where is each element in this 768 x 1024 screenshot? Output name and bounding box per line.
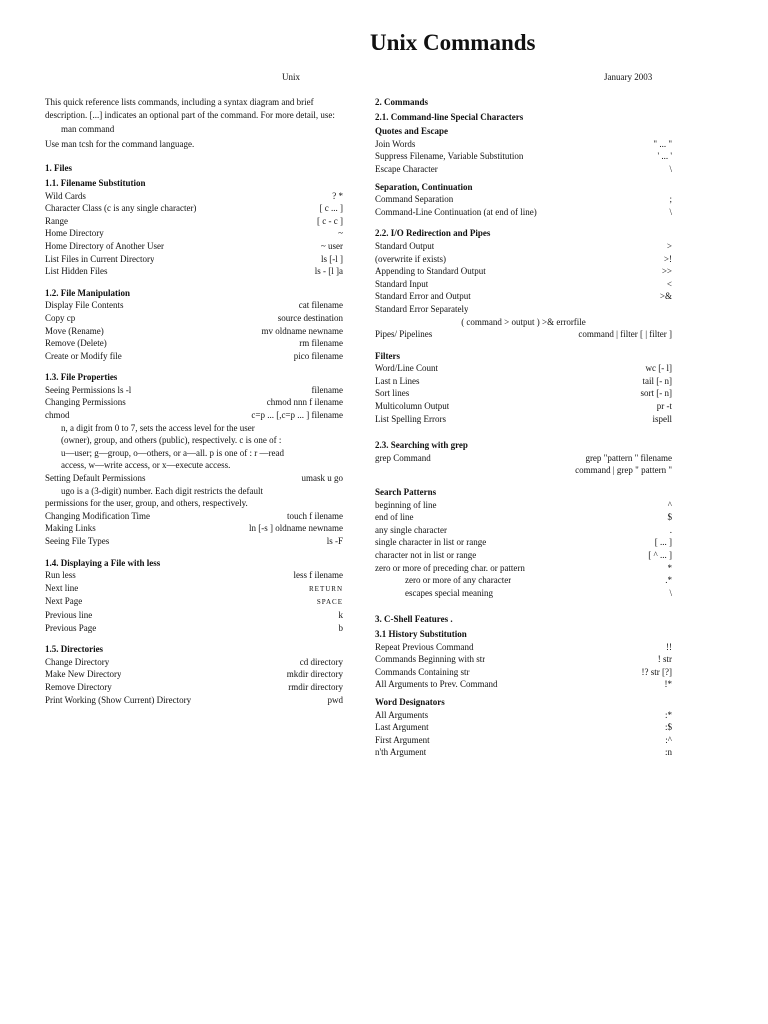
item-label: Remove (Delete) — [45, 338, 107, 349]
item-label: any single character — [375, 524, 447, 535]
stderr-syntax: ( command > output ) >& errorfile — [461, 316, 586, 327]
list-item — [375, 193, 672, 206]
list-item — [45, 299, 343, 312]
item-label: Setting Default Permissions — [45, 473, 146, 484]
list-item — [375, 562, 672, 575]
header-date: January 2003 — [604, 72, 653, 82]
item-syntax: tail [- n] — [642, 375, 672, 386]
list-item — [375, 678, 672, 691]
quotes-list — [375, 138, 672, 176]
io-list — [375, 240, 672, 316]
section-commands: 2. Commands — [375, 97, 429, 107]
item-label: Seeing File Types — [45, 536, 110, 546]
subsection-search-patterns: Search Patterns — [375, 487, 437, 498]
directories-list — [45, 656, 343, 706]
list-item — [375, 511, 672, 524]
list-item — [45, 668, 343, 681]
list-item — [45, 609, 343, 622]
item-label: grep Command — [375, 452, 431, 463]
list-item — [45, 409, 343, 422]
item-syntax: !! — [666, 641, 672, 652]
subsection-word-designators: Word Designators — [375, 696, 445, 707]
item-syntax: . — [669, 524, 672, 535]
item-syntax: source destination — [277, 312, 343, 323]
item-syntax: k — [338, 609, 343, 620]
item-label: Escape Character — [375, 163, 438, 174]
item-label: Previous line — [45, 609, 93, 620]
item-syntax: pico filename — [293, 350, 343, 361]
item-label: chmod — [45, 410, 70, 421]
list-item — [45, 350, 343, 363]
item-label: All Arguments — [375, 709, 429, 720]
grep-pipe-syntax: command | grep " pattern " — [575, 465, 672, 476]
list-item — [375, 746, 672, 759]
right-column — [375, 96, 672, 759]
list-item — [375, 536, 672, 549]
intro-text: This quick reference lists commands, including a syntax diagram and brief description. [...] indicates an optional part of the command. For more detail, use: — [45, 97, 335, 120]
list-item — [45, 215, 343, 228]
item-syntax: \ — [669, 206, 672, 217]
item-syntax: pwd — [327, 694, 343, 705]
item-label: Home Directory of Another User — [45, 240, 164, 251]
item-syntax: command | filter [ | filter ] — [578, 329, 672, 340]
item-syntax: :$ — [664, 722, 672, 733]
item-syntax: ln [-s ] oldname newname — [249, 523, 343, 534]
item-label: Commands Beginning with str — [375, 654, 486, 665]
item-label: Last Argument — [375, 722, 429, 733]
item-label: Make New Directory — [45, 669, 122, 680]
list-item — [375, 240, 672, 253]
subsection-filters: Filters — [375, 350, 400, 361]
description-line: permissions for the user, group, and others, respectively. — [45, 498, 248, 509]
history-list — [375, 641, 672, 691]
item-label: Appending to Standard Output — [375, 266, 486, 277]
man-line: man command — [61, 124, 115, 135]
section-cshell: 3. C-Shell Features . — [375, 614, 453, 625]
list-item — [45, 337, 343, 350]
item-label: Character Class (c is any single character) — [45, 203, 197, 214]
item-label: Change Directory — [45, 656, 110, 667]
list-item — [45, 265, 343, 278]
list-item — [375, 653, 672, 666]
list-item — [375, 524, 672, 537]
use-line: Use man tcsh for the command language. — [45, 138, 195, 149]
item-label: Suppress Filename, Variable Substitution — [375, 151, 524, 162]
item-syntax: >> — [661, 266, 672, 277]
item-syntax: * — [667, 562, 672, 573]
list-item — [375, 734, 672, 747]
item-label: Wild Cards — [45, 190, 86, 201]
item-label: Changing Permissions — [45, 397, 126, 408]
section-history: 3.1 History Substitution — [375, 628, 467, 639]
item-syntax: RETURN — [309, 584, 343, 593]
item-label: zero or more of any character — [405, 575, 512, 586]
patterns-list-indented — [375, 574, 672, 599]
item-label: Join Words — [375, 138, 416, 149]
item-syntax: ~ — [338, 228, 343, 239]
list-item — [375, 387, 672, 400]
item-label: Multicolumn Output — [375, 401, 450, 412]
item-label: single character in list or range — [375, 537, 487, 548]
item-syntax: \ — [669, 163, 672, 174]
item-label: Previous Page — [45, 622, 97, 633]
item-syntax: [ c ... ] — [319, 203, 343, 214]
list-item — [45, 240, 343, 253]
item-syntax: ^ — [667, 499, 672, 510]
item-label: Making Links — [45, 523, 96, 534]
item-label: Command Separation — [375, 194, 454, 205]
item-syntax: c=p ... [,c=p ... ] filename — [251, 410, 343, 421]
item-label: Seeing Permissions ls -l — [45, 384, 132, 395]
less-list — [45, 569, 343, 634]
list-item — [45, 656, 343, 669]
header-left: Unix — [282, 72, 300, 82]
list-item — [45, 227, 343, 240]
item-syntax: " ... " — [653, 138, 672, 149]
item-label: Create or Modify file — [45, 350, 122, 361]
list-item — [375, 253, 672, 266]
item-label: Copy cp — [45, 312, 76, 323]
item-label: Commands Containing str — [375, 666, 470, 677]
filters-list — [375, 362, 672, 425]
list-item — [375, 574, 672, 587]
item-label: List Files in Current Directory — [45, 253, 155, 264]
item-syntax: ? * — [332, 190, 343, 201]
list-item — [375, 206, 672, 219]
item-syntax: grep "pattern " filename — [585, 452, 672, 463]
item-label: Print Working (Show Current) Directory — [45, 694, 192, 705]
item-syntax: > — [666, 240, 672, 251]
list-item — [375, 163, 672, 176]
item-syntax: less f ilename — [293, 570, 343, 581]
list-item — [375, 290, 672, 303]
list-item — [45, 694, 343, 707]
page-title: Unix Commands — [370, 30, 536, 55]
list-item — [375, 499, 672, 512]
item-label: Home Directory — [45, 228, 104, 239]
item-label: zero or more of preceding char. or pattern — [375, 562, 525, 573]
item-syntax: ~ user — [320, 240, 343, 251]
description-line: n, a digit from 0 to 7, sets the access level for the user — [61, 422, 255, 433]
list-item — [45, 312, 343, 325]
list-item — [45, 384, 343, 397]
list-item — [375, 375, 672, 388]
patterns-list — [375, 499, 672, 575]
item-syntax: ls [-l ] — [321, 253, 343, 264]
item-label: Standard Input — [375, 278, 429, 289]
section-files: 1. Files — [45, 163, 72, 174]
item-syntax: ls -F — [326, 536, 343, 546]
item-label: escapes special meaning — [405, 587, 493, 598]
list-item — [45, 595, 343, 609]
item-syntax: mv oldname newname — [261, 325, 343, 336]
item-syntax: :^ — [665, 734, 672, 745]
section-io-redirection: 2.2. I/O Redirection and Pipes — [375, 228, 491, 239]
item-syntax: .* — [665, 575, 672, 586]
item-label: Standard Error Separately — [375, 303, 469, 314]
item-label: Run less — [45, 570, 76, 581]
item-syntax: ! str — [657, 654, 672, 665]
file-manipulation-list — [45, 299, 343, 362]
list-item — [375, 265, 672, 278]
item-label: Changing Modification Time — [45, 510, 151, 521]
list-item — [45, 535, 343, 548]
list-item — [375, 278, 672, 291]
item-label: Sort lines — [375, 388, 410, 399]
item-syntax: rm filename — [299, 338, 343, 349]
list-item — [45, 582, 343, 596]
list-item — [375, 400, 672, 413]
item-label: All Arguments to Prev. Command — [375, 679, 498, 690]
item-syntax: >& — [659, 291, 672, 302]
word-designators-list — [375, 709, 672, 759]
item-label: First Argument — [375, 734, 430, 745]
item-label: Next Page — [45, 596, 83, 607]
item-label: Move (Rename) — [45, 325, 104, 336]
item-syntax: mkdir directory — [286, 669, 343, 680]
item-label: Word/Line Count — [375, 363, 439, 374]
list-item — [375, 452, 672, 465]
item-label: Standard Error and Output — [375, 291, 471, 302]
item-syntax: pr -t — [656, 401, 672, 412]
item-label: n'th Argument — [375, 747, 427, 758]
list-item — [45, 472, 343, 485]
item-syntax: $ — [667, 512, 672, 523]
section-filename-substitution: 1.1. Filename Substitution — [45, 177, 146, 188]
subsection-quotes-escape: Quotes and Escape — [375, 126, 449, 137]
item-syntax: touch f ilename — [287, 510, 343, 521]
item-label: Range — [45, 215, 68, 226]
separation-list — [375, 193, 672, 218]
item-syntax: \ — [669, 587, 672, 598]
file-properties-list — [45, 510, 343, 548]
list-item — [45, 202, 343, 215]
item-syntax: :n — [664, 747, 672, 758]
item-label: beginning of line — [375, 499, 437, 510]
section-special-characters: 2.1. Command-line Special Characters — [375, 111, 524, 122]
item-label: character not in list or range — [375, 550, 477, 560]
description-line: ugo is a (3-digit) number. Each digit restricts the default — [61, 485, 263, 496]
item-label: Pipes/ Pipelines — [375, 329, 433, 340]
item-syntax: cd directory — [299, 656, 343, 667]
item-syntax: chmod nnn f ilename — [266, 397, 343, 408]
item-syntax: :* — [664, 709, 672, 720]
list-item — [375, 328, 672, 341]
section-displaying-file: 1.4. Displaying a File with less — [45, 557, 161, 568]
list-item — [375, 138, 672, 151]
item-label: List Hidden Files — [45, 266, 108, 277]
list-item — [45, 681, 343, 694]
list-item — [45, 622, 343, 635]
item-label: List Spelling Errors — [375, 413, 446, 424]
list-item — [375, 303, 672, 316]
section-file-properties: 1.3. File Properties — [45, 372, 118, 383]
list-item — [375, 641, 672, 654]
description-line: (owner), group, and others (public), respectively. c is one of : — [61, 435, 282, 446]
list-item — [45, 190, 343, 203]
item-syntax: wc [- l] — [645, 363, 672, 374]
item-label: Repeat Previous Command — [375, 641, 474, 652]
item-syntax: sort [- n] — [640, 388, 672, 399]
item-syntax: filename — [311, 384, 343, 395]
item-syntax: ; — [669, 194, 672, 205]
list-item — [45, 396, 343, 409]
list-item — [375, 150, 672, 163]
item-syntax: cat filename — [298, 300, 343, 311]
subsection-separation: Separation, Continuation — [375, 181, 473, 192]
item-label: Remove Directory — [45, 681, 112, 692]
chmod-description — [45, 422, 343, 472]
list-item — [375, 362, 672, 375]
item-syntax: ' ... ' — [657, 151, 672, 162]
item-syntax: [ c - c ] — [317, 215, 343, 226]
filename-substitution-list — [45, 190, 343, 278]
item-syntax: >! — [663, 253, 672, 264]
item-label: (overwrite if exists) — [375, 253, 446, 264]
item-label: Standard Output — [375, 240, 435, 251]
list-item — [375, 587, 672, 600]
section-directories: 1.5. Directories — [45, 644, 104, 655]
list-item — [45, 510, 343, 523]
item-syntax: [ ^ ... ] — [648, 550, 672, 560]
item-syntax: ls - [l ]a — [314, 266, 343, 277]
item-label: end of line — [375, 512, 414, 523]
list-item — [375, 549, 672, 562]
list-item — [45, 569, 343, 582]
description-line: access, w—write access, or x—execute access. — [61, 460, 231, 471]
list-item — [45, 522, 343, 535]
item-syntax: ispell — [652, 413, 672, 424]
section-file-manipulation: 1.2. File Manipulation — [45, 287, 131, 298]
list-item — [45, 253, 343, 266]
list-item — [375, 413, 672, 426]
item-syntax: !* — [664, 679, 672, 690]
item-label: Command-Line Continuation (at end of line) — [375, 206, 537, 217]
item-label: Display File Contents — [45, 300, 124, 311]
item-syntax: umask u go — [301, 473, 343, 484]
list-item — [45, 325, 343, 338]
item-syntax: rmdir directory — [288, 681, 343, 692]
item-syntax: b — [338, 622, 343, 633]
item-label: Next line — [45, 582, 79, 593]
list-item — [375, 666, 672, 679]
item-syntax: SPACE — [316, 598, 343, 607]
item-syntax: !? str [?] — [641, 666, 672, 677]
left-column — [45, 96, 343, 706]
list-item — [375, 709, 672, 722]
item-syntax: < — [666, 278, 672, 289]
section-grep: 2.3. Searching with grep — [375, 440, 468, 451]
umask-description — [45, 485, 343, 510]
list-item — [375, 721, 672, 734]
item-label: Last n Lines — [375, 375, 420, 386]
description-line: u—user; g—group, o—others, or a—all. p is one of : r —read — [61, 447, 284, 458]
item-syntax: [ ... ] — [654, 537, 672, 548]
